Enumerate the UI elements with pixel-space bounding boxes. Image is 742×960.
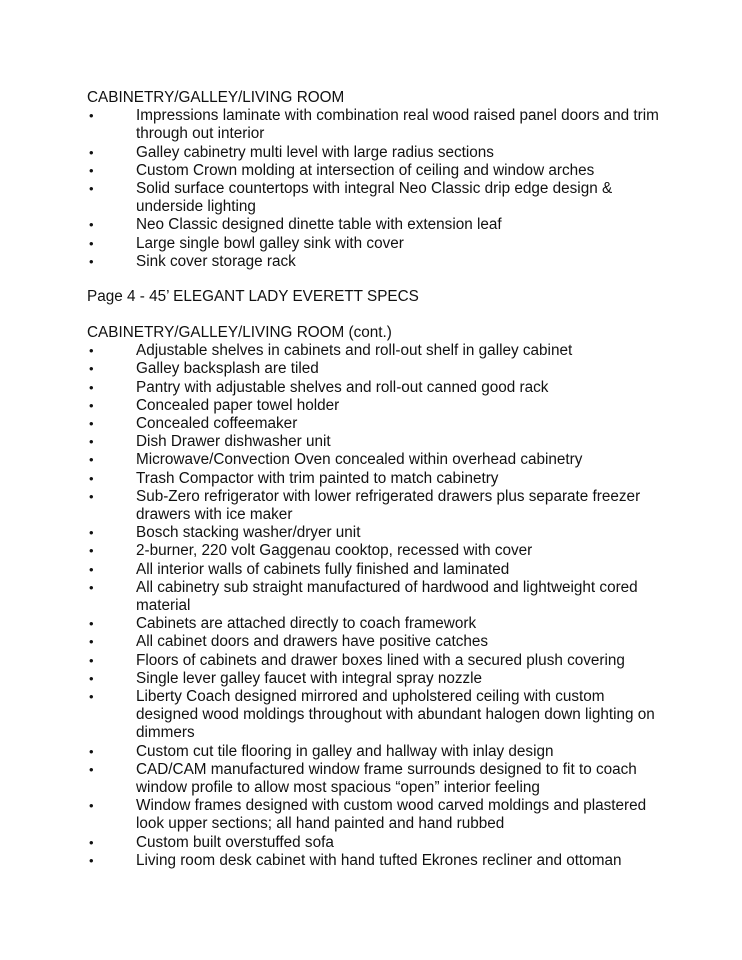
page-header-text: Page 4 - 45’ ELEGANT LADY EVERETT SPECS — [87, 288, 419, 305]
list-item — [87, 253, 687, 271]
bullet-list — [87, 107, 687, 271]
list-item-text: Floors of cabinets and drawer boxes lined with a secured plush covering — [136, 651, 625, 669]
bullet-icon: • — [89, 561, 94, 577]
list-item-text: Dish Drawer dishwasher unit — [136, 433, 331, 451]
bullet-list — [87, 342, 687, 870]
list-item — [87, 579, 687, 615]
bullet-icon: • — [89, 434, 94, 450]
list-item-text: Single lever galley faucet with integral spray nozzle — [136, 669, 483, 687]
section-cabinetry-galley-living-room-cont — [87, 324, 687, 870]
list-item — [87, 342, 687, 360]
list-item — [87, 561, 687, 579]
bullet-icon: • — [89, 343, 94, 359]
list-item-text: Concealed paper towel holder — [136, 396, 340, 414]
bullet-icon: • — [89, 162, 94, 178]
bullet-icon: • — [89, 181, 94, 197]
list-item — [87, 433, 687, 451]
list-item-text: All cabinet doors and drawers have positive catches — [136, 633, 489, 651]
section-cabinetry-galley-living-room — [87, 89, 687, 271]
list-item — [87, 615, 687, 633]
list-item-text: All cabinetry sub straight manufactured of hardwood and lightweight cored material — [136, 578, 638, 615]
list-item — [87, 488, 687, 524]
list-item-text: Sub-Zero refrigerator with lower refrigerated drawers plus separate freezer drawers with ice maker — [136, 487, 641, 524]
list-item-text: Bosch stacking washer/dryer unit — [136, 524, 361, 542]
list-item — [87, 852, 687, 870]
list-item-text: Impressions laminate with combination real wood raised panel doors and trim through out interior — [136, 107, 659, 143]
bullet-icon: • — [89, 634, 94, 650]
list-item — [87, 216, 687, 234]
list-item — [87, 542, 687, 560]
list-item-text: Window frames designed with custom wood carved moldings and plastered look upper sections; all hand painted and hand rubbed — [136, 797, 647, 833]
list-item-text: All interior walls of cabinets fully finished and laminated — [136, 560, 510, 578]
bullet-icon: • — [89, 761, 94, 777]
bullet-icon: • — [89, 470, 94, 486]
list-item — [87, 415, 687, 433]
bullet-icon: • — [89, 670, 94, 686]
list-item-text: Custom cut tile flooring in galley and hallway with inlay design — [136, 742, 554, 760]
bullet-icon: • — [89, 798, 94, 814]
list-item-text: Concealed coffeemaker — [136, 415, 298, 433]
list-item-text: Custom built overstuffed sofa — [136, 833, 334, 851]
bullet-icon: • — [89, 743, 94, 759]
bullet-icon: • — [89, 397, 94, 413]
list-item — [87, 834, 687, 852]
bullet-icon: • — [89, 579, 94, 595]
list-item-text: Sink cover storage rack — [136, 252, 296, 270]
list-item-text: Solid surface countertops with integral Neo Classic drip edge design & underside lighting — [136, 180, 613, 216]
list-item-text: Large single bowl galley sink with cover — [136, 234, 404, 252]
section-heading: CABINETRY/GALLEY/LIVING ROOM — [87, 89, 345, 106]
list-item — [87, 652, 687, 670]
section-heading: CABINETRY/GALLEY/LIVING ROOM (cont.) — [87, 324, 392, 341]
list-item — [87, 761, 687, 797]
bullet-icon: • — [89, 235, 94, 251]
bullet-icon: • — [89, 652, 94, 668]
list-item — [87, 162, 687, 180]
list-item-text: CAD/CAM manufactured window frame surrounds designed to fit to coach window profile to allow most spacious “open” interior feeling — [136, 760, 637, 797]
bullet-icon: • — [89, 108, 94, 124]
bullet-icon: • — [89, 689, 94, 705]
bullet-icon: • — [89, 543, 94, 559]
list-item — [87, 633, 687, 651]
list-item-text: Microwave/Convection Oven concealed within overhead cabinetry — [136, 451, 583, 469]
bullet-icon: • — [89, 834, 94, 850]
list-item-text: Neo Classic designed dinette table with extension leaf — [136, 216, 502, 234]
list-item-text: Galley cabinetry multi level with large radius sections — [136, 143, 494, 161]
bullet-icon: • — [89, 616, 94, 632]
bullet-icon: • — [89, 253, 94, 269]
list-item-text: Trash Compactor with trim painted to match cabinetry — [136, 469, 499, 487]
list-item — [87, 107, 687, 143]
list-item-text: 2-burner, 220 volt Gaggenau cooktop, recessed with cover — [136, 542, 533, 560]
list-item — [87, 180, 687, 216]
list-item-text: Living room desk cabinet with hand tufted Ekrones recliner and ottoman — [136, 851, 622, 869]
list-item — [87, 688, 687, 743]
list-item-text: Pantry with adjustable shelves and roll-out canned good rack — [136, 378, 549, 396]
list-item — [87, 797, 687, 833]
list-item-text: Adjustable shelves in cabinets and roll-out shelf in galley cabinet — [136, 342, 573, 360]
bullet-icon: • — [89, 852, 94, 868]
list-item — [87, 670, 687, 688]
bullet-icon: • — [89, 379, 94, 395]
list-item-text: Liberty Coach designed mirrored and upholstered ceiling with custom designed wood moldings throughout with abundant halogen down lighting on dimmers — [136, 688, 655, 742]
bullet-icon: • — [89, 452, 94, 468]
list-item — [87, 451, 687, 469]
bullet-icon: • — [89, 361, 94, 377]
list-item — [87, 743, 687, 761]
bullet-icon: • — [89, 488, 94, 504]
list-item — [87, 360, 687, 378]
list-item-text: Galley backsplash are tiled — [136, 360, 319, 378]
list-item — [87, 235, 687, 253]
list-item — [87, 144, 687, 162]
page-header — [87, 288, 687, 306]
bullet-icon: • — [89, 416, 94, 432]
list-item — [87, 524, 687, 542]
bullet-icon: • — [89, 525, 94, 541]
bullet-icon: • — [89, 144, 94, 160]
list-item — [87, 379, 687, 397]
list-item — [87, 397, 687, 415]
list-item — [87, 470, 687, 488]
bullet-icon: • — [89, 217, 94, 233]
list-item-text: Cabinets are attached directly to coach framework — [136, 615, 477, 633]
list-item-text: Custom Crown molding at intersection of ceiling and window arches — [136, 161, 595, 179]
